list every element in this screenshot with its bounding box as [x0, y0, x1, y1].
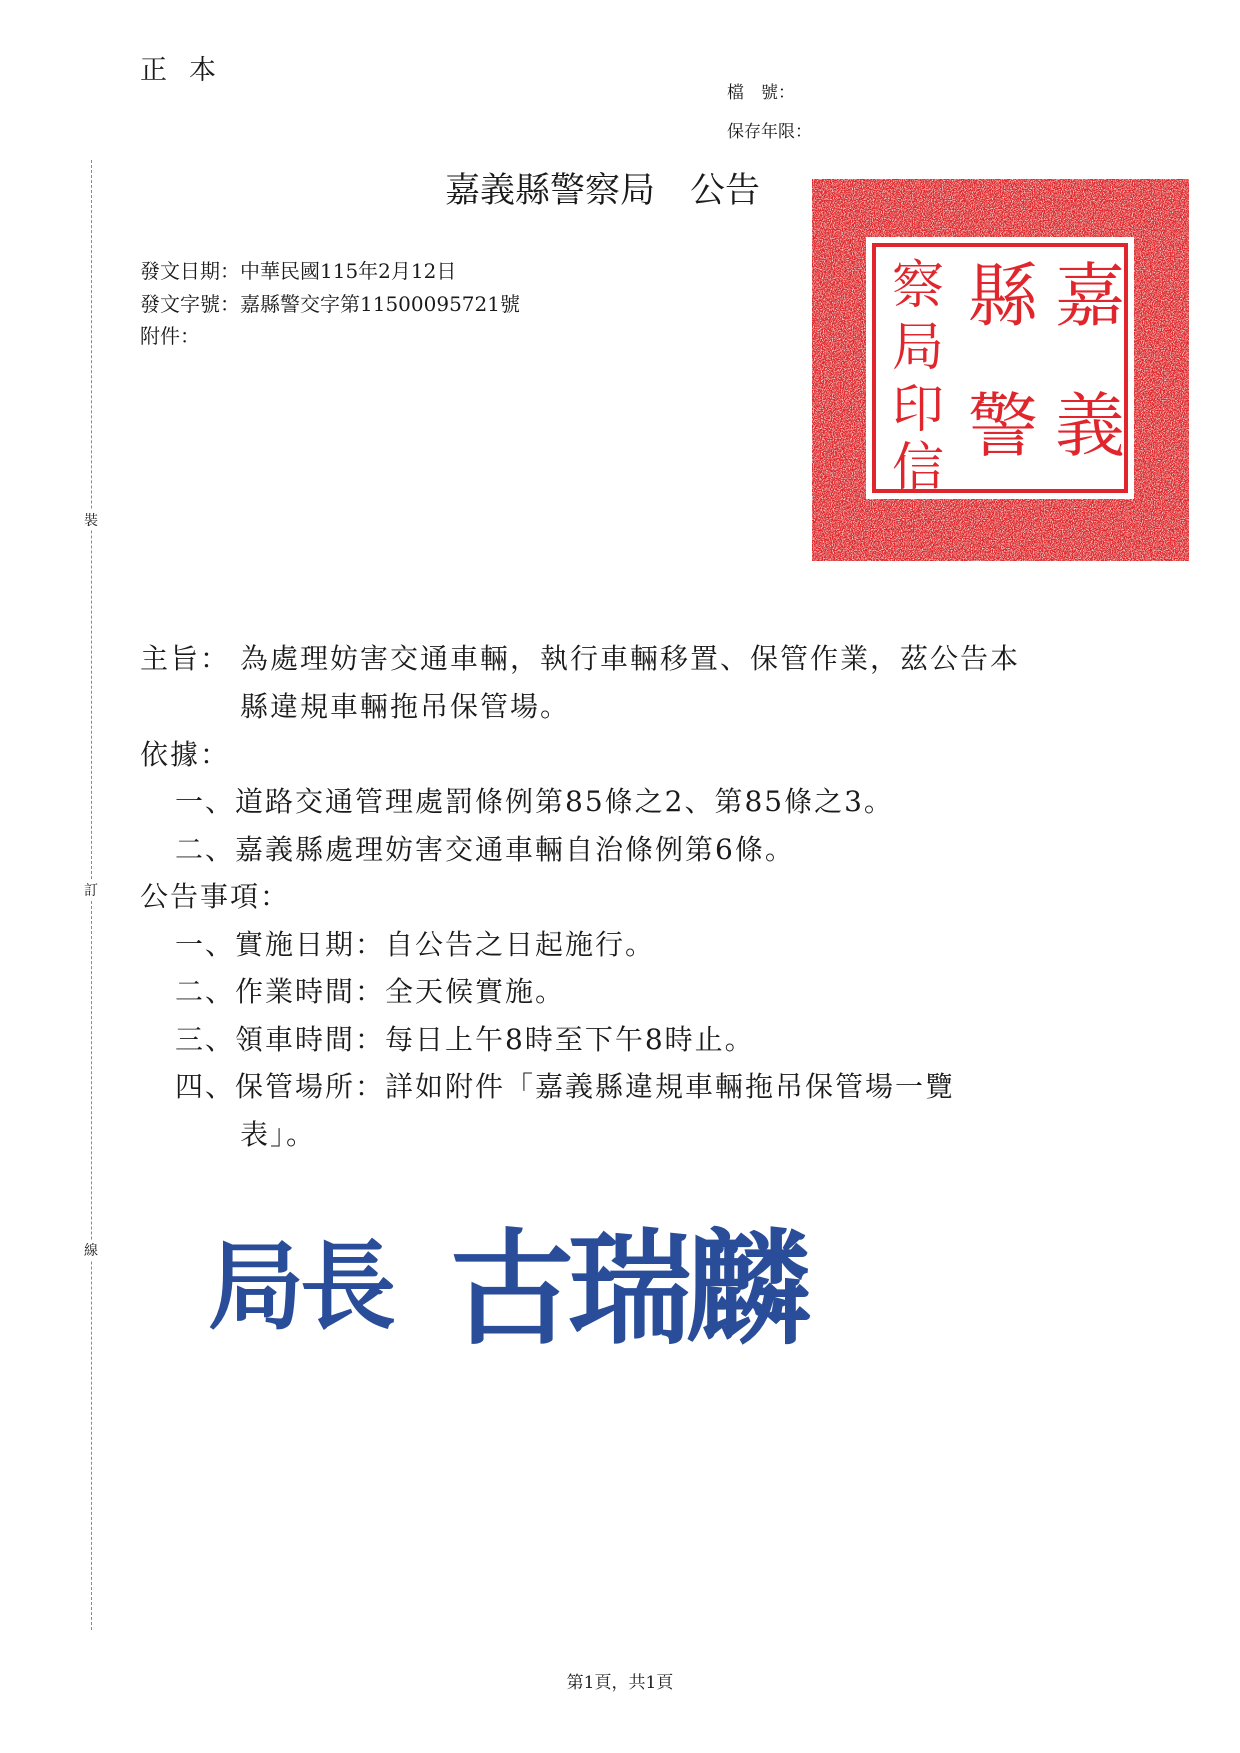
- file-number-label: 檔 號：: [727, 83, 795, 103]
- binding-char-zhuang: 裝: [81, 510, 101, 530]
- seal-char-jia: 嘉: [1055, 255, 1125, 337]
- subject-label: 主旨：: [140, 642, 231, 675]
- seal-char-yi: 義: [1055, 385, 1125, 467]
- signature-name: 古瑞麟: [450, 1217, 805, 1362]
- document-number: 發文字號：嘉縣警交字第11500095721號: [140, 292, 520, 316]
- binding-char-ding: 訂: [81, 880, 101, 900]
- director-signature-stamp: [200, 1210, 880, 1370]
- retention-period-label: 保存年限：: [727, 122, 812, 142]
- notice-item-3: 三、領車時間：每日上午8時至下午8時止。: [175, 1023, 755, 1056]
- attachment-label: 附件：: [140, 324, 200, 348]
- notice-item-4-continuation: 表」。: [240, 1118, 317, 1151]
- notice-item-1: 一、實施日期：自公告之日起施行。: [175, 928, 656, 961]
- seal-char-cha: 察: [891, 256, 945, 316]
- seal-char-xian: 縣: [968, 255, 1038, 337]
- basis-item-2: 二、嘉義縣處理妨害交通車輛自治條例第6條。: [175, 833, 795, 866]
- seal-char-jing: 警: [968, 385, 1038, 467]
- basis-label: 依據：: [140, 738, 231, 771]
- original-copy-mark: 正本: [140, 55, 238, 86]
- seal-char-ju: 局: [891, 318, 945, 378]
- subject-line-1: 為處理妨害交通車輛，執行車輛移置、保管作業，茲公告本: [240, 642, 1021, 675]
- notice-item-4: 四、保管場所：詳如附件「嘉義縣違規車輛拖吊保管場一覽: [175, 1070, 956, 1103]
- signature-title: 局長: [208, 1230, 392, 1343]
- basis-item-1: 一、道路交通管理處罰條例第85條之2、第85條之3。: [175, 785, 894, 818]
- binding-char-xian: 線: [81, 1240, 101, 1260]
- seal-char-yin: 印: [891, 380, 945, 440]
- seal-char-xin: 信: [891, 438, 945, 498]
- official-seal: [808, 175, 1193, 565]
- notice-label: 公告事項：: [140, 880, 291, 913]
- issue-date: 發文日期：中華民國115年2月12日: [140, 259, 457, 283]
- page-footer: 第1頁，共1頁: [566, 1673, 674, 1693]
- document-title: 嘉義縣警察局 公告: [445, 171, 761, 211]
- notice-item-2: 二、作業時間：全天候實施。: [175, 975, 566, 1008]
- subject-line-2: 縣違規車輛拖吊保管場。: [240, 690, 571, 723]
